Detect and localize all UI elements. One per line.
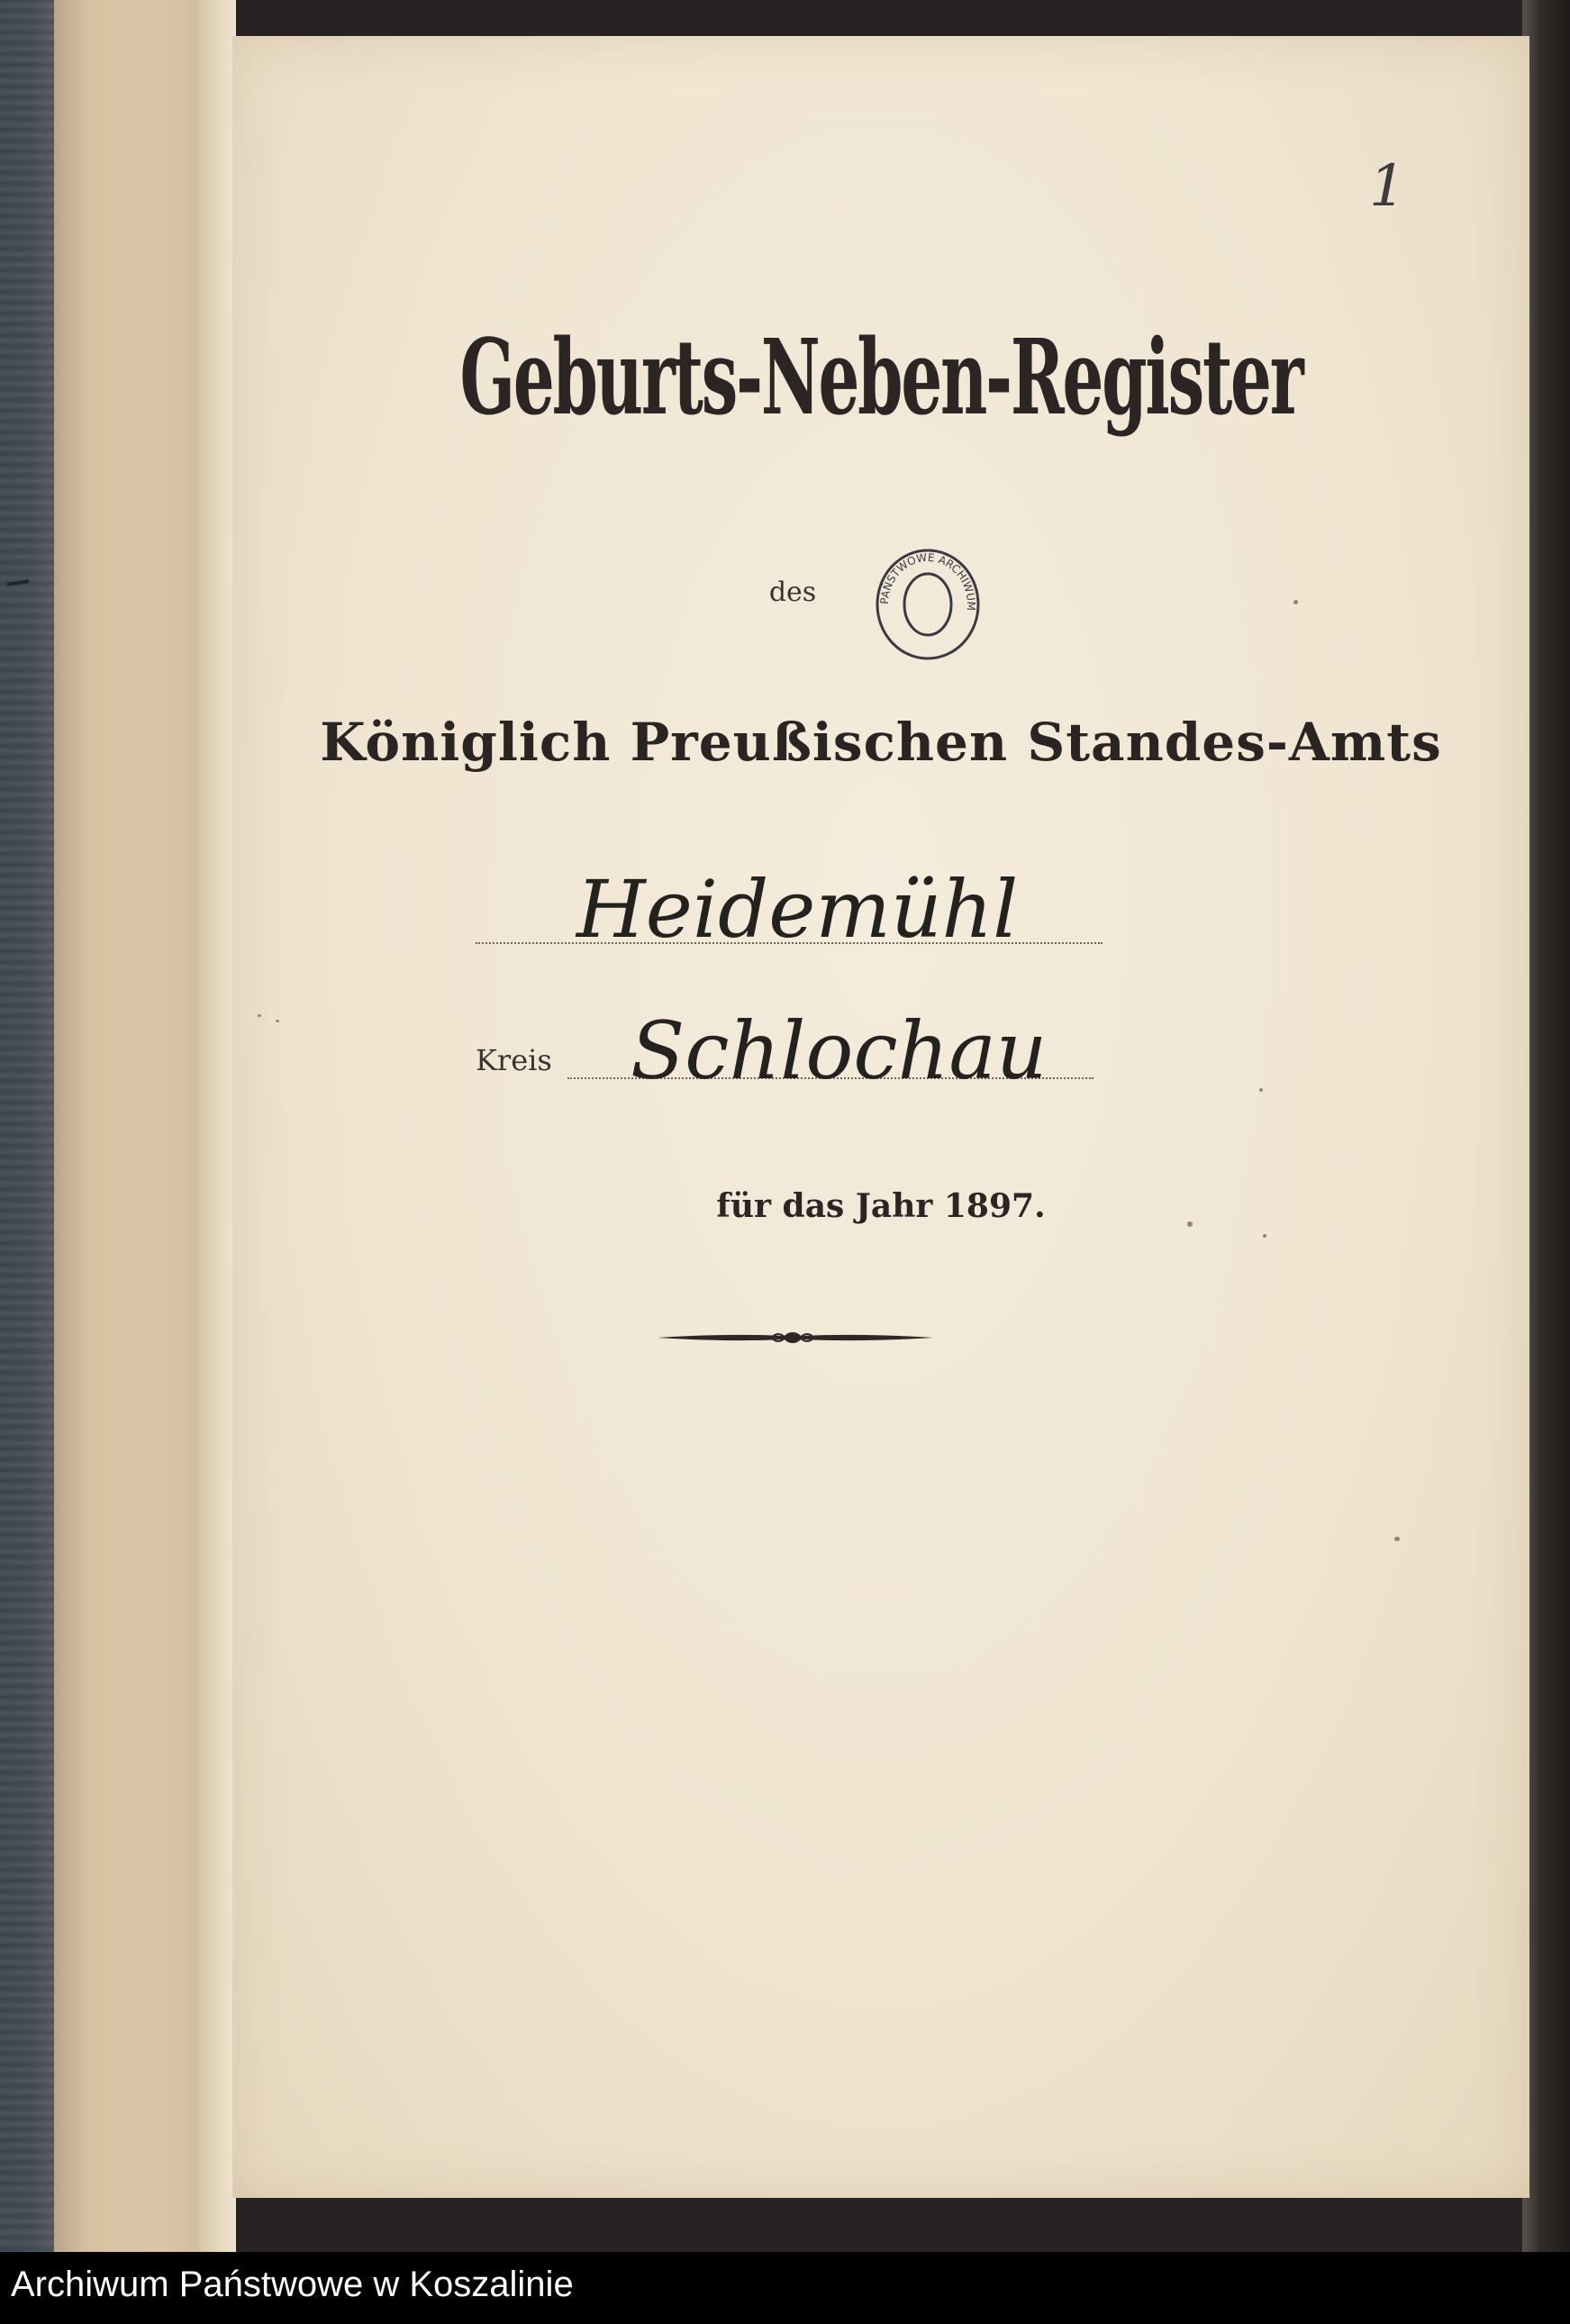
year-line: für das Jahr 1897. bbox=[716, 1187, 1046, 1225]
office-line: Königlich Preußischen Standes-Amts bbox=[320, 712, 1442, 773]
paper-speck bbox=[1293, 600, 1298, 604]
paper-speck bbox=[1259, 1088, 1263, 1092]
stamp-text bbox=[878, 551, 977, 612]
paper-speck bbox=[276, 1020, 279, 1022]
archive-footer bbox=[0, 2252, 1570, 2324]
archive-stamp bbox=[872, 546, 984, 663]
binding-cloth-edge bbox=[0, 0, 54, 2252]
paper-speck bbox=[1263, 1234, 1266, 1238]
kreis-label: Kreis bbox=[476, 1043, 552, 1077]
page-number: 1 bbox=[1369, 153, 1406, 220]
ornamental-flourish bbox=[658, 1324, 933, 1351]
binding-fold bbox=[198, 0, 236, 2252]
des-label: des bbox=[768, 576, 817, 608]
archive-caption: Archiwum Państwowe w Koszalinie bbox=[11, 2265, 574, 2304]
register-title: Geburts-Neben-Register bbox=[459, 316, 1302, 439]
paper-speck bbox=[1187, 1221, 1193, 1227]
stamp-text-path: PAŃSTWOWE ARCHIWUM bbox=[877, 550, 978, 612]
paper-speck bbox=[1394, 1537, 1400, 1541]
district-name-handwritten: Schlochau bbox=[631, 1004, 1048, 1097]
place-name-handwritten: Heidemühl bbox=[576, 863, 1019, 956]
paper-speck bbox=[258, 1014, 261, 1017]
